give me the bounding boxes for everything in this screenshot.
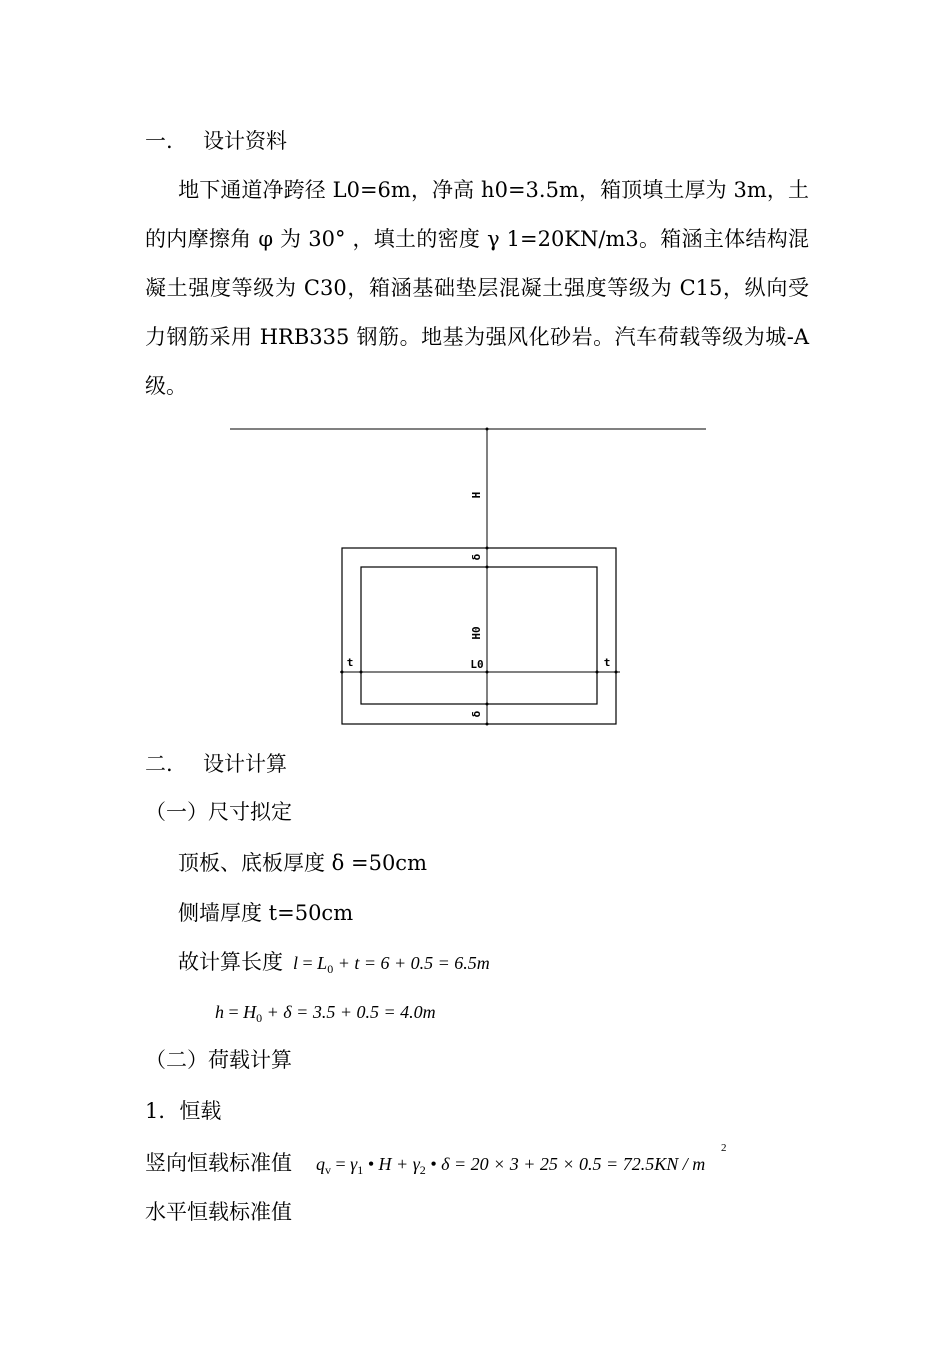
label-delta-top: δ <box>470 553 483 561</box>
section-heading-1 <box>145 128 287 154</box>
label-t-right: t <box>603 656 611 669</box>
wall-thickness-line: 侧墙厚度 t=50cm <box>178 901 354 925</box>
section-heading-2 <box>145 751 287 777</box>
section-number: 一. <box>145 129 173 153</box>
label-H0: H0 <box>470 626 483 640</box>
label-t-left: t <box>346 656 354 669</box>
paragraph-text: 地下通道净跨径 L0=6m，净高 h0=3.5m，箱顶填土厚为 3m，土的内摩擦角 φ 为 30° ，填土的密度 γ 1=20KN/m3。箱涵主体结构混凝土强度等级为 C30，箱涵基础垫层混凝土强度等级为 C15，纵向受力钢筋采用 HRB335 钢筋。地基为强风化砂岩。汽车荷载等级为城-A 级。 <box>145 178 809 398</box>
section-title: 设计资料 <box>203 129 287 153</box>
subsection-dimension: （一）尺寸拟定 <box>145 800 292 824</box>
section-title: 设计计算 <box>203 752 287 776</box>
slab-thickness-line: 顶板、底板厚度 δ =50cm <box>178 851 427 875</box>
label-delta-bottom: δ <box>470 710 483 718</box>
formula-q: $q_v = \gamma_1$ • $H + \gamma_2$ • δ = 20 × 3 + 25 × 0.5 = 72.5KN / m <box>316 1154 706 1177</box>
calc-length-label: 故计算长度 <box>178 950 283 974</box>
section-number: 二. <box>145 752 173 776</box>
unit-superscript: 2 <box>721 1142 727 1154</box>
calc-height-line <box>205 998 436 1031</box>
formula-h: $h = H_0 + \delta = 3.5 + 0.5 = 4.0m$ <box>215 1002 436 1025</box>
horizontal-dead-load-line: 水平恒载标准值 <box>145 1200 292 1224</box>
vertical-dead-load-line <box>145 1150 705 1183</box>
label-L0: L0 <box>470 658 484 671</box>
calc-length-line <box>178 949 490 982</box>
formula-l: $l = L_0 + t = 6 + 0.5 = 6.5m$ <box>293 953 490 976</box>
box-culvert-section-figure <box>228 425 728 727</box>
dimension-ticks <box>341 428 618 726</box>
design-data-paragraph <box>145 166 809 411</box>
dead-load-item: 1．恒载 <box>145 1099 222 1123</box>
subsection-load: （二）荷载计算 <box>145 1048 292 1072</box>
label-H: H <box>470 491 483 499</box>
vertical-load-label: 竖向恒载标准值 <box>145 1151 292 1175</box>
